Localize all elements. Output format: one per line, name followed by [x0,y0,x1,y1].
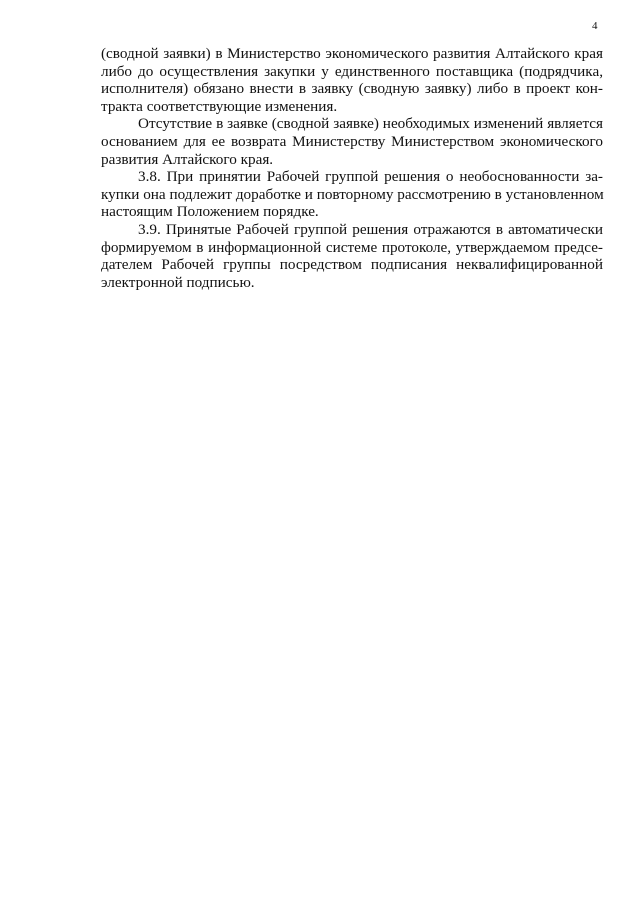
text-line: электронной подписью. [101,273,255,291]
text-line: исполнителя) обязано внести в заявку (сводную заявку) либо в проект кон- [101,80,603,98]
text-line: развития Алтайского края. [101,150,274,168]
paragraph-3-8 [101,168,603,221]
paragraph-3-9 [101,221,603,291]
text-line: либо до осуществления закупки у единственного поставщика (подрядчика, [101,62,603,80]
text-line: формируемом в информационной системе протоколе, утверждаемом предсе- [101,238,603,256]
text-line: Отсутствие в заявке (сводной заявке) необходимых изменений является [138,115,603,133]
paragraph-continuation [101,45,603,115]
text-line: 3.8. При принятии Рабочей группой решения о необоснованности за- [138,168,603,186]
text-line: купки она подлежит доработке и повторному рассмотрению в установленном [101,185,604,203]
text-line: настоящим Положением порядке. [101,203,319,221]
text-line: (сводной заявки) в Министерство экономического развития Алтайского края [101,45,603,62]
page-number: 4 [592,20,598,32]
paragraph-absence-of-changes [101,115,603,168]
text-line: дателем Рабочей группы посредством подписания неквалифицированной [101,256,603,274]
text-line: основанием для ее возврата Министерству Министерством экономического [101,132,603,150]
body-text [101,45,603,291]
text-line: 3.9. Принятые Рабочей группой решения отражаются в автоматически [138,220,603,238]
text-line: тракта соответствующие изменения. [101,97,338,115]
